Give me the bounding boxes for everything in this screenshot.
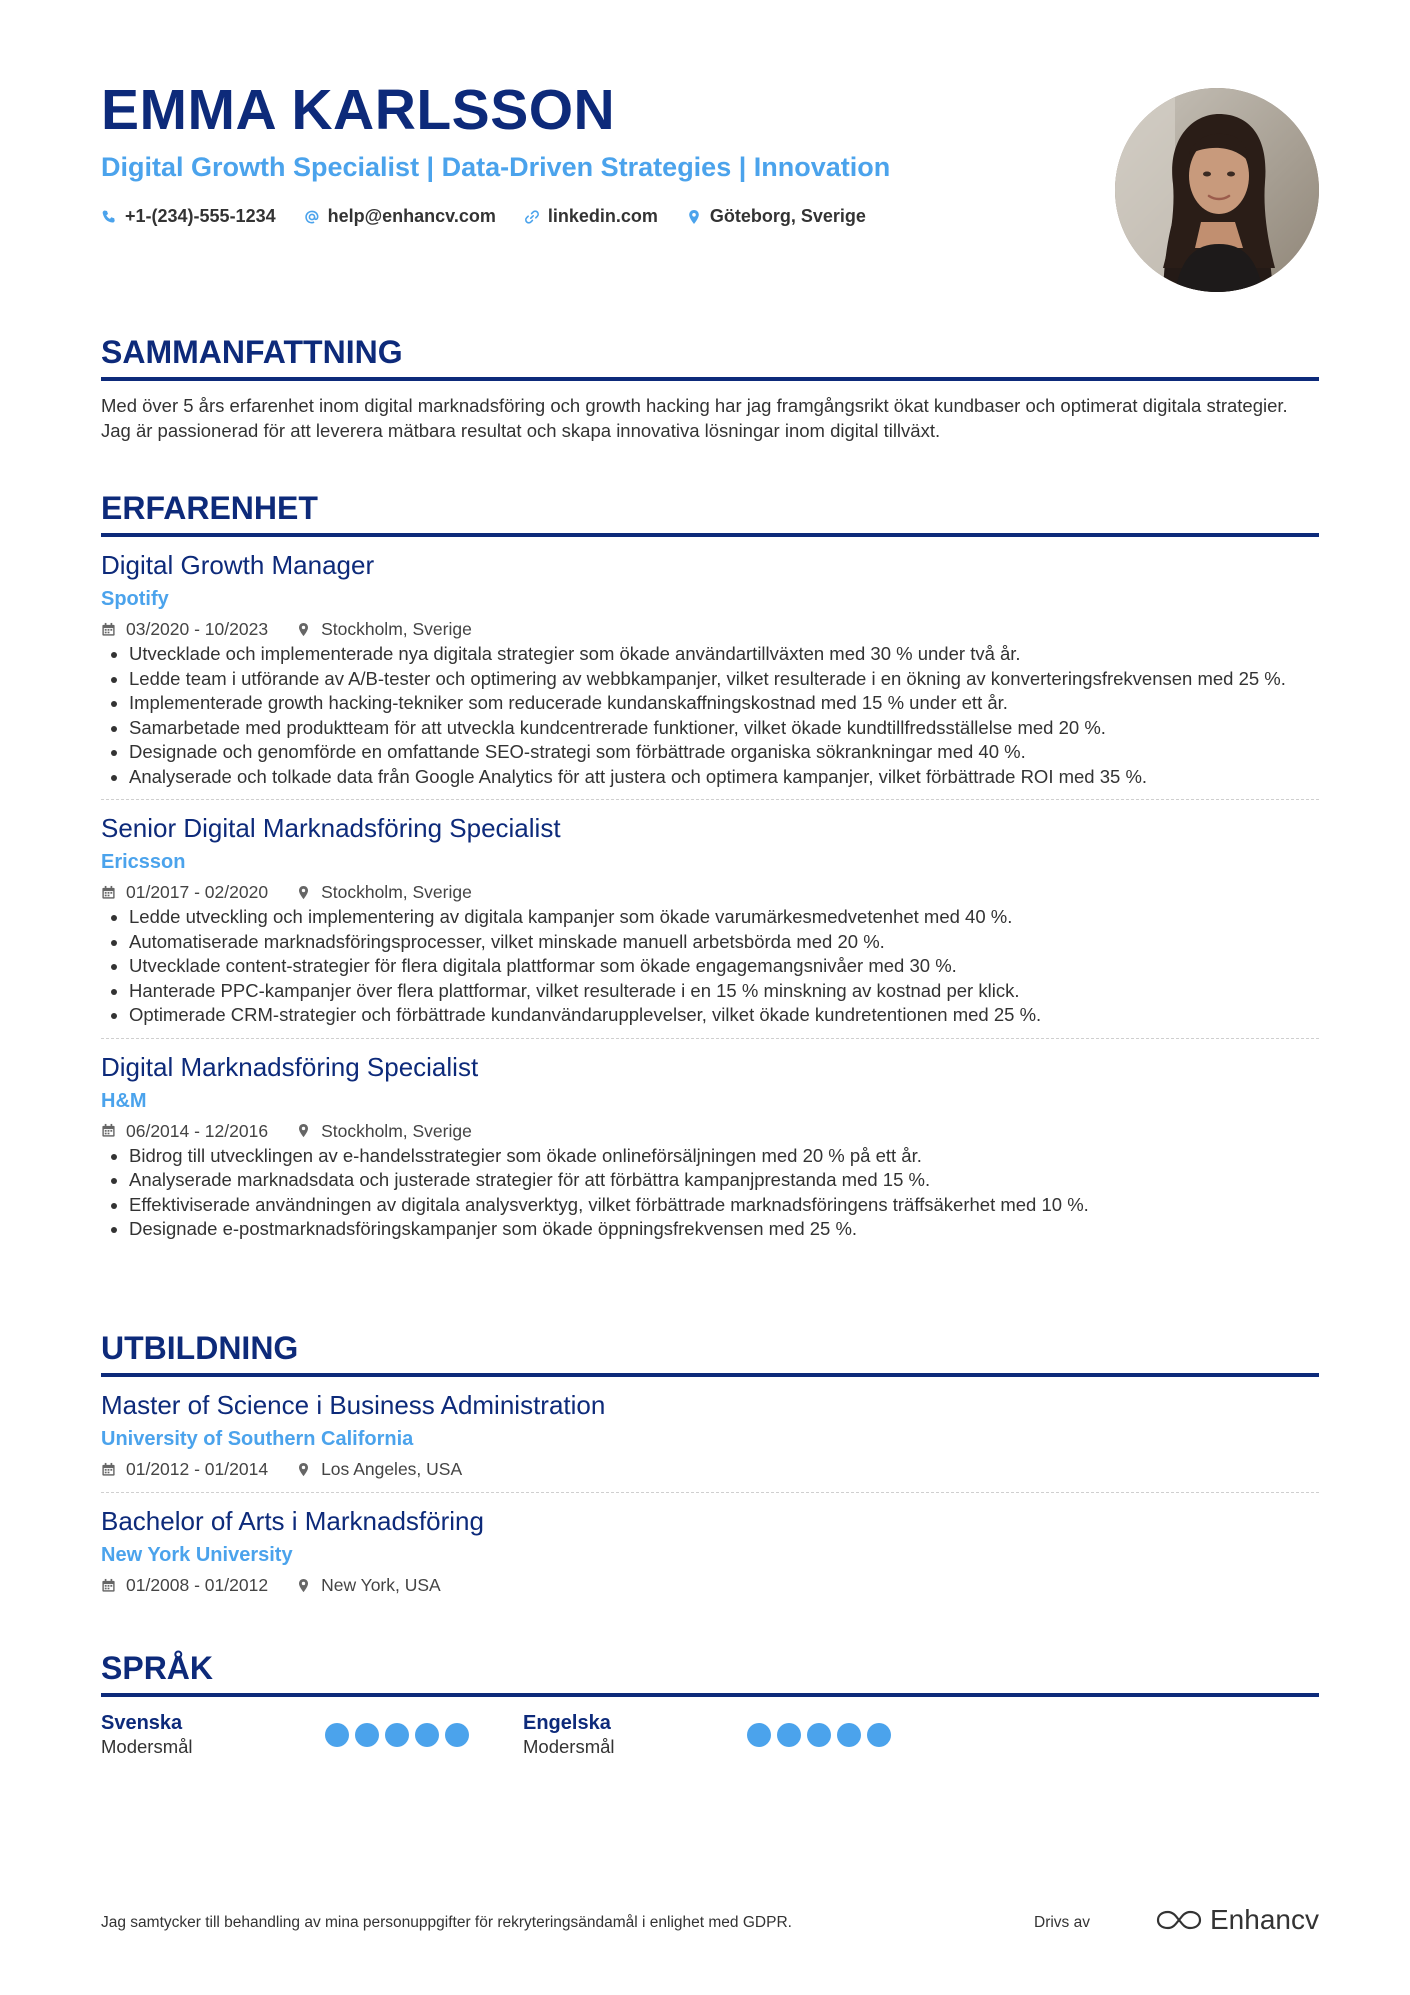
- job-bullet: • Analyserade marknadsdata och justerade strategier för att förbättra kampanjprestanda med 15 %.: [129, 1168, 1319, 1193]
- language-item: [101, 1711, 523, 1759]
- rating-dot: [777, 1723, 801, 1747]
- brand-name: Enhancv: [1210, 1904, 1319, 1935]
- contact-linkedin-text: linkedin.com: [547, 206, 658, 226]
- location-pin-icon: [296, 1578, 311, 1593]
- education-entry: [101, 1377, 1319, 1493]
- job-title: Senior Digital Marknadsföring Specialist: [101, 813, 561, 843]
- job-bullet: • Utvecklade och implementerade nya digitala strategier som ökade användartillväxten med 30 % under två år.: [129, 642, 1319, 667]
- education-entry: [101, 1493, 1319, 1608]
- job-entry: [101, 800, 1319, 1039]
- language-item: [523, 1711, 945, 1759]
- at-icon: [304, 209, 320, 225]
- profile-photo: [1115, 88, 1319, 292]
- location-pin-icon: [296, 885, 311, 900]
- rating-dot: [837, 1723, 861, 1747]
- job-title: Digital Growth Manager: [101, 550, 375, 580]
- job-location: Stockholm, Sverige: [321, 882, 472, 902]
- contact-phone[interactable]: [101, 206, 276, 227]
- language-name: Engelska: [523, 1712, 611, 1734]
- location-pin-icon: [296, 1123, 311, 1138]
- job-dates: 01/2017 - 02/2020: [126, 882, 269, 902]
- job-meta: [101, 616, 1319, 642]
- job-bullets: [101, 1144, 1319, 1242]
- job-bullets: [101, 905, 1319, 1028]
- rating-dot: [807, 1723, 831, 1747]
- calendar-icon: [101, 622, 116, 637]
- job-bullet: • Designade och genomförde en omfattande SEO-strategi som förbättrade organiska sökrankningar med 40 %.: [129, 740, 1319, 765]
- job-location: Stockholm, Sverige: [321, 1120, 472, 1141]
- education-heading: UTBILDNING: [101, 1332, 1319, 1377]
- education-location: Los Angeles, USA: [321, 1459, 463, 1479]
- contact-phone-text: +1-(234)-555-1234: [125, 206, 276, 226]
- job-bullet: • Utvecklade content-strategier för flera digitala plattformar som ökade engagemangsnivåer med 30 %.: [129, 954, 1319, 979]
- summary-section: [101, 336, 1319, 443]
- calendar-icon: [101, 885, 116, 900]
- calendar-icon: [101, 1578, 116, 1593]
- location-pin-icon: [686, 209, 702, 225]
- rating-dot: [385, 1723, 409, 1747]
- contact-linkedin[interactable]: [524, 206, 658, 227]
- education-location: New York, USA: [321, 1575, 441, 1595]
- candidate-tagline: Digital Growth Specialist | Data-Driven Strategies | Innovation: [101, 152, 891, 182]
- contact-bar: [101, 206, 894, 227]
- rating-dot: [355, 1723, 379, 1747]
- language-rating: [747, 1723, 897, 1747]
- education-meta: [101, 1572, 1319, 1598]
- rating-dot: [747, 1723, 771, 1747]
- location-pin-icon: [296, 622, 311, 637]
- job-company: Spotify: [101, 588, 169, 610]
- job-bullet: • Automatiserade marknadsföringsprocesser, vilket minskade manuell arbetsbörda med 20 %.: [129, 930, 1319, 955]
- contact-location: [686, 206, 866, 227]
- job-bullet: • Optimerade CRM-strategier och förbättrade kundanvändarupplevelser, vilket ökade kundretentionen med 25 %.: [129, 1003, 1319, 1028]
- job-location: Stockholm, Sverige: [321, 619, 472, 639]
- job-dates: 03/2020 - 10/2023: [126, 619, 269, 639]
- job-company: Ericsson: [101, 851, 186, 873]
- contact-email[interactable]: [304, 206, 496, 227]
- education-meta: [101, 1456, 1319, 1482]
- job-meta: [101, 879, 1319, 905]
- calendar-icon: [101, 1462, 116, 1477]
- gdpr-consent: Jag samtycker till behandling av mina personuppgifter för rekryteringsändamål i enlighet med GDPR.: [101, 1914, 792, 1931]
- job-entry: [101, 1039, 1319, 1252]
- contact-email-text: help@enhancv.com: [327, 206, 496, 226]
- job-dates: 06/2014 - 12/2016: [126, 1120, 269, 1141]
- education-school: University of Southern California: [101, 1428, 414, 1450]
- job-company: H&M: [101, 1089, 147, 1112]
- resume-page: [101, 0, 1319, 1935]
- rating-dot: [867, 1723, 891, 1747]
- calendar-icon: [101, 1123, 116, 1138]
- education-degree: Master of Science i Business Administration: [101, 1390, 606, 1420]
- language-name: Svenska: [101, 1712, 183, 1734]
- job-bullet: • Implementerade growth hacking-tekniker som reducerade kundanskaffningskostnad med 15 % under ett år.: [129, 691, 1319, 716]
- contact-location-text: Göteborg, Sverige: [709, 206, 866, 226]
- education-school: New York University: [101, 1544, 293, 1566]
- summary-text: Med över 5 års erfarenhet inom digital marknadsföring och growth hacking har jag framgångsrikt ökat kundbaser och optimerat digitala strategier. Jag är passionerad för att leverera mätbara resultat och skapa innovativa lösningar inom digital tillväxt.: [101, 395, 1288, 441]
- language-level: Modersmål: [101, 1736, 193, 1757]
- language-level: Modersmål: [523, 1736, 615, 1757]
- experience-section: [101, 492, 1319, 1252]
- education-dates: 01/2008 - 01/2012: [126, 1575, 269, 1595]
- job-bullet: • Bidrog till utvecklingen av e-handelsstrategier som ökade onlineförsäljningen med 20 % på ett år.: [129, 1144, 1319, 1169]
- summary-heading: SAMMANFATTNING: [101, 336, 1319, 381]
- phone-icon: [101, 209, 117, 225]
- job-title: Digital Marknadsföring Specialist: [101, 1051, 479, 1082]
- languages-section: [101, 1652, 1319, 1759]
- languages-heading: SPRÅK: [101, 1652, 1319, 1697]
- job-bullet: • Ledde team i utförande av A/B-tester och optimering av webbkampanjer, vilket resulterade i en ökning av konverteringsfrekvensen med 25 %.: [129, 667, 1319, 692]
- resume-header: [101, 0, 1319, 300]
- education-degree: Bachelor of Arts i Marknadsföring: [101, 1506, 484, 1536]
- rating-dot: [415, 1723, 439, 1747]
- job-bullet: • Hanterade PPC-kampanjer över flera plattformar, vilket resulterade i en 15 % minskning av kostnad per klick.: [129, 979, 1319, 1004]
- experience-heading: ERFARENHET: [101, 492, 1319, 537]
- job-bullet: • Analyserade och tolkade data från Google Analytics för att justera och optimera kampanjer, vilket förbättrade ROI med 35 %.: [129, 765, 1319, 790]
- rating-dot: [445, 1723, 469, 1747]
- candidate-name: EMMA KARLSSON: [101, 78, 616, 142]
- language-rating: [325, 1723, 475, 1747]
- job-bullets: [101, 642, 1319, 789]
- education-dates: 01/2012 - 01/2014: [126, 1459, 269, 1479]
- job-entry: [101, 537, 1319, 800]
- infinity-logo-icon: [1156, 1907, 1202, 1933]
- rating-dot: [325, 1723, 349, 1747]
- job-meta: [101, 1118, 1319, 1144]
- location-pin-icon: [296, 1462, 311, 1477]
- job-bullet: • Designade e-postmarknadsföringskampanjer som ökade öppningsfrekvensen med 25 %.: [129, 1217, 1319, 1242]
- powered-by-label: Drivs av: [1034, 1914, 1090, 1931]
- profile-photo-image: [1115, 88, 1319, 292]
- job-bullet: • Effektiviserade användningen av digitala analysverktyg, vilket förbättrade marknadsföringens träffsäkerhet med 10 %.: [129, 1193, 1319, 1218]
- languages-list: [101, 1711, 1319, 1759]
- enhancv-logo[interactable]: [1156, 1904, 1319, 1936]
- education-section: [101, 1332, 1319, 1608]
- job-bullet: • Ledde utveckling och implementering av digitala kampanjer som ökade varumärkesmedvetenhet med 40 %.: [129, 905, 1319, 930]
- job-bullet: • Samarbetade med produktteam för att utveckla kundcentrerade funktioner, vilket ökade kundtillfredsställelse med 20 %.: [129, 716, 1319, 741]
- link-icon: [524, 209, 540, 225]
